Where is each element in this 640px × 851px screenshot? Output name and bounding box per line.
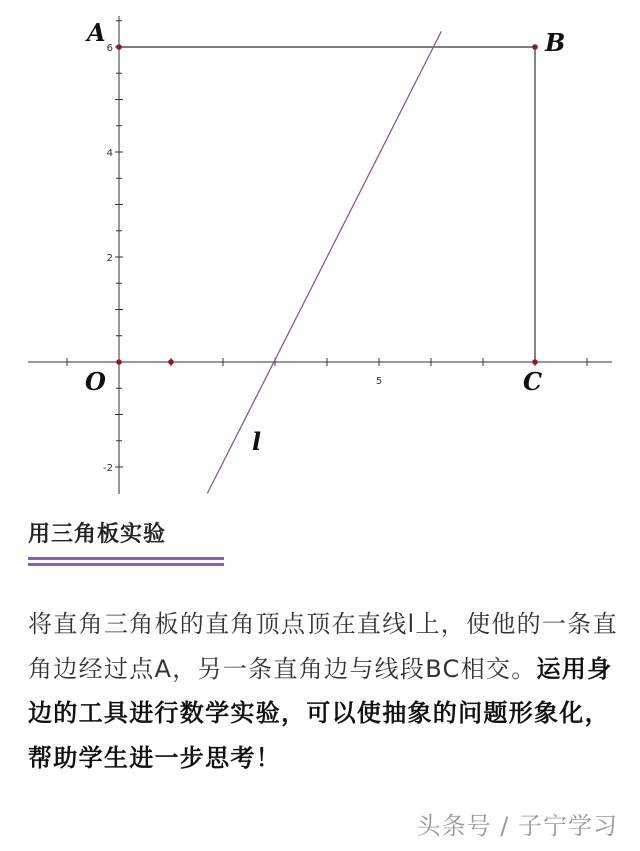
x-tick-label: 5 — [375, 376, 383, 387]
point-b — [532, 44, 538, 50]
y-tick-label: -2 — [103, 463, 113, 474]
point-unit — [168, 359, 174, 365]
point-c — [532, 359, 538, 365]
body-paragraph — [28, 602, 618, 780]
label-line-l: l — [252, 427, 262, 456]
section-heading: 用三角板实验 — [28, 522, 167, 547]
watermark: 头条号 / 子宁学习 — [416, 812, 618, 840]
y-tick-label: 4 — [106, 148, 113, 159]
label-o: O — [85, 367, 106, 396]
label-b: B — [545, 28, 566, 57]
heading-underline-top — [28, 557, 224, 560]
line-l — [207, 31, 441, 493]
label-a: A — [87, 18, 106, 47]
y-tick-label: 6 — [106, 43, 113, 54]
section-header — [28, 517, 628, 566]
label-c: C — [523, 367, 543, 396]
point-o — [116, 359, 122, 365]
body-text-normal: 将直角三角板的直角顶点顶在直线l上，使他的一条直角边经过点A，另一条直角边与线段BC相交。 — [28, 610, 618, 683]
body-text-bold: 运用身边的工具进行数学实验，可以使抽象的问题形象化，帮助学生进一步思考！ — [28, 654, 613, 772]
point-a — [116, 44, 122, 50]
heading-underline-bottom — [28, 563, 224, 566]
y-tick-label: 2 — [106, 253, 113, 264]
